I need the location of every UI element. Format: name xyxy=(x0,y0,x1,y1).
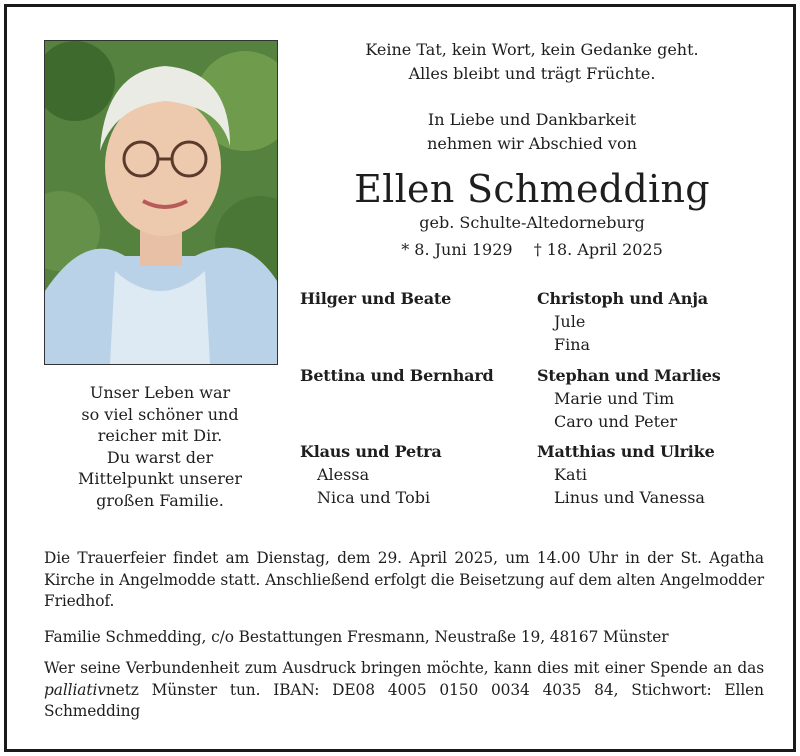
family-group xyxy=(300,364,494,387)
family-member: Kati xyxy=(554,465,588,484)
family-head: Bettina und Bernhard xyxy=(300,366,494,385)
intro-line: nehmen wir Abschied von xyxy=(427,134,637,153)
family-member: Caro und Peter xyxy=(554,412,678,431)
obituary-notice xyxy=(4,4,796,752)
motto-line: Keine Tat, kein Wort, kein Gedanke geht. xyxy=(365,40,699,59)
donation-org-italic: palliativ xyxy=(44,680,106,699)
life-dates xyxy=(297,238,767,262)
contact-address: Familie Schmedding, c/o Bestattungen Fresmann, Neustraße 19, 48167 Münster xyxy=(44,628,669,646)
intro-line: In Liebe und Dankbarkeit xyxy=(427,110,637,129)
family-group xyxy=(300,440,442,509)
family-member: Linus und Vanessa xyxy=(554,488,705,507)
family-group xyxy=(537,364,721,433)
quote-line: Du warst der xyxy=(106,447,214,467)
motto xyxy=(297,38,767,86)
quote-line: großen Familie. xyxy=(96,490,224,510)
quote-line: reicher mit Dir. xyxy=(97,426,223,445)
birth-name: geb. Schulte-Altedorneburg xyxy=(419,213,645,232)
donation-info xyxy=(44,658,764,723)
family-group xyxy=(537,440,715,509)
donation-text: netz Münster tun. IBAN: DE08 4005 0150 0034 4035 84, Stichwort: Ellen Schmedding xyxy=(44,680,764,720)
intro xyxy=(297,108,767,156)
family-member: Jule xyxy=(554,312,586,331)
death-date: † 18. April 2025 xyxy=(533,240,663,259)
family-head: Matthias und Ulrike xyxy=(537,442,715,461)
family-member: Fina xyxy=(554,335,591,354)
family-group xyxy=(300,287,451,310)
motto-line: Alles bleibt und trägt Früchte. xyxy=(408,64,656,83)
quote-line: Mittelpunkt unserer xyxy=(77,469,243,488)
family-head: Hilger und Beate xyxy=(300,289,452,308)
family-head: Klaus und Petra xyxy=(300,442,442,461)
family-member: Marie und Tim xyxy=(554,389,675,408)
birth-date: * 8. Juni 1929 xyxy=(401,240,513,259)
memorial-quote xyxy=(44,382,276,511)
donation-text: Wer seine Verbundenheit zum Ausdruck bringen möchte, kann dies mit einer Spende an das xyxy=(44,659,764,677)
quote-line: Unser Leben war xyxy=(89,383,231,402)
deceased-name: Ellen Schmedding xyxy=(354,167,710,211)
portrait-photo xyxy=(44,40,278,365)
family-group xyxy=(537,287,708,356)
family-head: Christoph und Anja xyxy=(537,289,708,308)
family-head: Stephan und Marlies xyxy=(537,366,721,385)
quote-line: so viel schöner und xyxy=(81,404,239,424)
ceremony-info: Die Trauerfeier findet am Dienstag, dem 29. April 2025, um 14.00 Uhr in der St. Agatha Kirche in Angelmodde statt. Anschließend erfolgt die Beisetzung auf dem alten Angelmodder Friedhof. xyxy=(44,549,764,610)
family-member: Nica und Tobi xyxy=(317,488,431,507)
family-member: Alessa xyxy=(317,465,370,484)
